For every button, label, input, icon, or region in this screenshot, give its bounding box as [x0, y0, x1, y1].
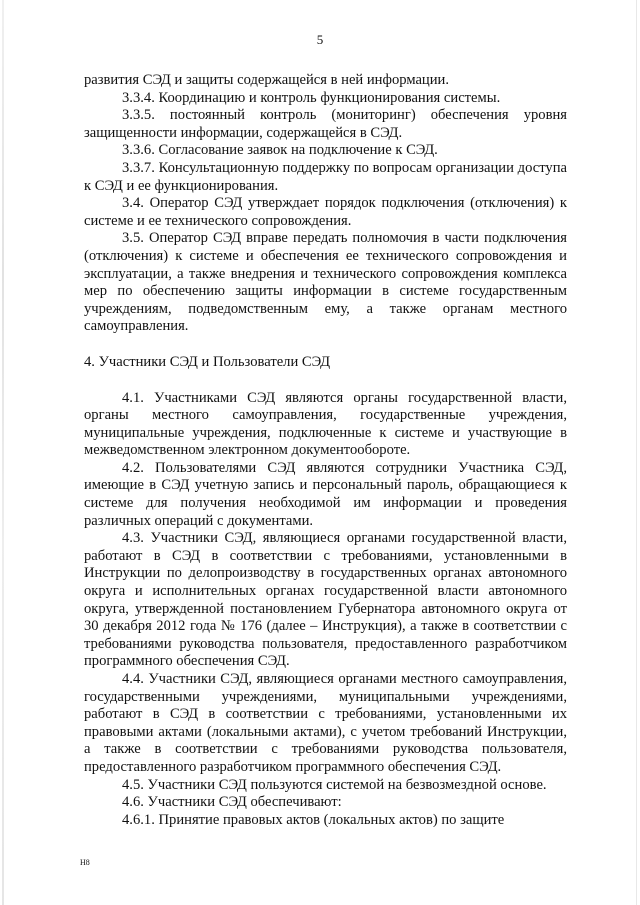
- paragraph-4-6: 4.6. Участники СЭД обеспечивают:: [122, 794, 342, 811]
- paragraph-3-3-7: 3.3.7. Консультационную поддержку по вопросам организации доступа к СЭД и ее функционирования.: [84, 159, 567, 194]
- paragraph-3-4: 3.4. Оператор СЭД утверждает порядок подключения (отключения) к системе и ее технического сопровождения.: [84, 195, 567, 229]
- paragraph-4-5: 4.5. Участники СЭД пользуются системой на безвозмездной основе.: [122, 776, 547, 793]
- paragraph-4-4: 4.4. Участники СЭД, являющиеся органами местного самоуправления, государственными учреждениями, муниципальными учреждениями, работают в СЭД в соответствии с требованиями, установленными их правовыми актами (локальными актами), с учетом требований Инструкции, а также в соответствии с требованиями руководства пользователя, предоставленного разработчиком программного обеспечения СЭД.: [84, 671, 567, 775]
- paragraph-4-3: 4.3. Участники СЭД, являющиеся органами государственной власти, работают в СЭД в соответствии с требованиями, установленными в Инструкции по делопроизводству в государственных органах автономного округа и исполнительных органах государственной власти автономного округа, утвержденной постановлением Губернатора автономного округа от 30 декабря 2012 года № 176 (далее – Инструкция), а также в соответствии с требованиями руководства пользователя, предоставленного разработчиком программного обеспечения СЭД.: [84, 530, 567, 670]
- paragraph-3-3-4: 3.3.4. Координацию и контроль функционирования системы.: [122, 89, 501, 106]
- document-body: [84, 72, 567, 829]
- paragraph-3-3-5: 3.3.5. постоянный контроль (мониторинг) обеспечения уровня защищенности информации, содержащейся в СЭД.: [84, 107, 567, 141]
- paragraph-3-3-6: 3.3.6. Согласование заявок на подключение к СЭД.: [122, 142, 438, 159]
- paragraph-4-2: 4.2. Пользователями СЭД являются сотрудники Участника СЭД, имеющие в СЭД учетную запись и персональный пароль, обращающиеся к системе для получения необходимой им информации и проведения различных операций с документами.: [84, 459, 567, 529]
- paragraph-continuation: развития СЭД и защиты содержащейся в ней информации.: [84, 72, 450, 88]
- page-number: 5: [316, 32, 324, 47]
- paragraph-3-5: 3.5. Оператор СЭД вправе передать полномочия в части подключения (отключения) к системе и обеспечения ее технического сопровождения и эксплуатации, а также внедрения и технического сопровождения комплекса мер по обеспечению защиты информации в системе государственным учреждениям, подведомственным ему, а также органам местного самоуправления.: [84, 230, 567, 335]
- footer-code: H8: [80, 858, 90, 867]
- paragraph-4-6-1: 4.6.1. Принятие правовых актов (локальных актов) по защите: [122, 811, 505, 828]
- scan-edge-left: [2, 0, 4, 905]
- paragraph-4-1: 4.1. Участниками СЭД являются органы государственной власти, органы местного самоуправления, государственные учреждения, муниципальные учреждения, подключенные к системе и участвующие в межведомственном электронном документообороте.: [84, 389, 567, 459]
- scan-edge-right: [636, 0, 637, 905]
- section-heading: 4. Участники СЭД и Пользователи СЭД: [84, 353, 331, 370]
